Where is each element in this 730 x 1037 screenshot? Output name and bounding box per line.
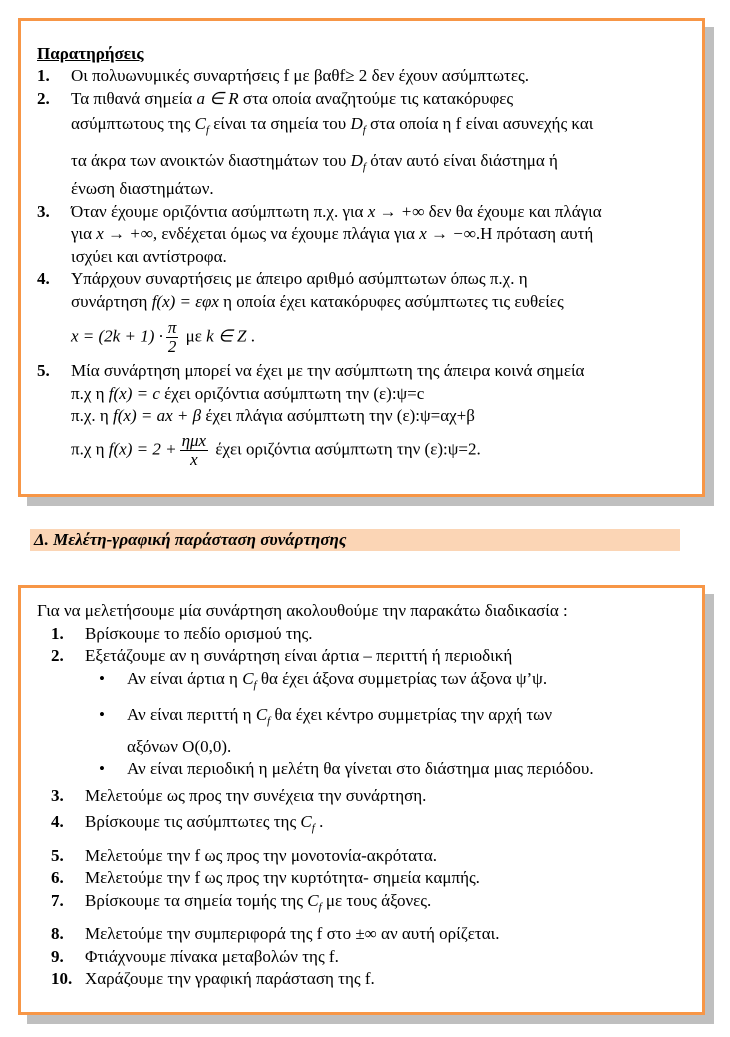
math-expr: x = (2k + 1) ·: [71, 326, 163, 346]
step-text: Βρίσκουμε τις ασύμπτωτες της: [85, 812, 301, 831]
remarks-box: [18, 18, 705, 497]
remark-number: 5.: [37, 361, 50, 380]
math-subscript: f: [267, 715, 271, 727]
remark-5: [37, 360, 688, 469]
fraction-numerator: ημx: [181, 430, 207, 450]
bullet-text: Αν είναι περιοδική η μελέτη θα γίνεται στο διάστημα μιας περιόδου.: [127, 759, 594, 778]
remark-text: είναι τα σημεία του: [209, 114, 351, 133]
step-text: Μελετούμε την f ως προς την κυρτότητα- σημεία καμπής.: [85, 868, 480, 887]
section-title: Δ. Μελέτη-γραφική παράσταση συνάρτησης: [30, 529, 680, 551]
step-text: Φτιάχνουμε πίνακα μεταβολών της f.: [85, 946, 339, 966]
remark-text: π.χ η: [71, 438, 109, 458]
step-text: Εξετάζουμε αν η συνάρτηση είναι άρτια – περιττή ή περιοδική: [85, 646, 513, 665]
step-text: .: [314, 812, 324, 831]
step-1: [37, 623, 688, 646]
step-text: Βρίσκουμε τα σημεία τομής της: [85, 890, 308, 910]
remark-text: τα άκρα των ανοικτών διαστημάτων του: [71, 150, 351, 170]
step-text: αν αυτή ορίζεται.: [376, 924, 500, 943]
step-9: [37, 946, 688, 969]
step-number: 10.: [51, 969, 73, 988]
math-expr: ±∞: [355, 924, 377, 943]
step-number: 6.: [51, 868, 64, 887]
fraction-denominator: x: [190, 449, 198, 469]
math-expr: ≥ 2: [345, 66, 368, 85]
remark-text: Υπάρχουν συναρτήσεις με άπειρο αριθμό ασύμπτωτων όπως π.χ. η: [71, 269, 528, 288]
step-7: [37, 890, 688, 919]
math-expr: D: [350, 150, 363, 170]
step-number: 4.: [51, 812, 64, 831]
remark-text: π.χ. η: [71, 406, 114, 425]
study-procedure-box: [18, 585, 705, 1015]
math-expr: f(x) = 2 +: [108, 438, 177, 458]
bullet-icon: •: [99, 668, 105, 688]
bullet-text: αξόνων Ο(0,0).: [127, 736, 232, 756]
step-text: Μελετούμε την συμπεριφορά της f στο: [85, 924, 356, 943]
step-8: [37, 923, 688, 946]
remark-number: 4.: [37, 269, 50, 288]
step-5: [37, 845, 688, 868]
step-number: 7.: [51, 890, 64, 910]
remark-text: για: [71, 224, 97, 243]
math-expr: C: [194, 114, 206, 133]
step-number: 1.: [51, 623, 64, 643]
procedure-intro: Για να μελετήσουμε μία συνάρτηση ακολουθούμε την παρακάτω διαδικασία :: [37, 601, 568, 620]
bullet-even: [37, 668, 688, 697]
remark-2: [37, 88, 688, 201]
step-number: 8.: [51, 924, 64, 943]
step-number: 3.: [51, 785, 64, 805]
remark-text: Οι πολυωνυμικές συναρτήσεις f με βαθf: [71, 66, 346, 85]
remark-number: 2.: [37, 88, 50, 108]
remark-number: 3.: [37, 201, 50, 221]
math-expr: x → +∞: [96, 224, 153, 243]
remark-text: έχει οριζόντια ασύμπτωτη την (ε):ψ=c: [159, 383, 425, 403]
bullet-periodic: [37, 758, 688, 781]
step-number: 5.: [51, 845, 64, 865]
math-subscript: f: [205, 124, 210, 136]
math-subscript: f: [318, 900, 322, 913]
remark-text: έχει οριζόντια ασύμπτωτη την (ε):ψ=2.: [211, 438, 481, 458]
bullet-text: θα έχει κέντρο συμμετρίας την αρχή των: [270, 705, 553, 724]
remark-text: π.χ η: [71, 383, 109, 403]
step-10: [37, 968, 688, 991]
math-subscript: f: [362, 160, 366, 173]
step-2: [37, 645, 688, 668]
math-expr: x → −∞: [419, 224, 476, 243]
remark-text: με: [181, 326, 207, 346]
remark-text: η οποία έχει κατακόρυφες ασύμπτωτες τις ευθείες: [218, 291, 564, 311]
math-subscript: f: [253, 678, 257, 691]
step-text: Μελετούμε ως προς την συνέχεια την συνάρτηση.: [85, 785, 427, 805]
math-expr: C: [242, 668, 254, 688]
step-6: [37, 867, 688, 890]
step-text: Χαράζουμε την γραφική παράσταση της f.: [85, 969, 375, 988]
step-number: 2.: [51, 646, 64, 665]
step-3: [37, 785, 688, 808]
remark-text: .: [246, 326, 255, 346]
bullet-icon: •: [99, 705, 105, 724]
math-expr: a ∈ R: [196, 88, 239, 108]
remark-number: 1.: [37, 66, 50, 85]
fraction-denominator: 2: [167, 337, 177, 356]
remark-4: [37, 268, 688, 356]
fraction-numerator: π: [167, 318, 177, 337]
math-expr: f(x) = c: [108, 383, 160, 403]
step-number: 9.: [51, 946, 64, 966]
remark-text: έχει πλάγια ασύμπτωτη την (ε):ψ=αχ+β: [201, 406, 475, 425]
remark-text: Τα πιθανά σημεία: [71, 88, 197, 108]
bullet-icon: •: [99, 759, 105, 778]
remark-text: .Η πρόταση αυτή: [475, 224, 594, 243]
step-text: με τους άξονες.: [321, 890, 432, 910]
remark-text: συνάρτηση: [71, 291, 152, 311]
math-expr: x → +∞: [367, 201, 425, 221]
remark-1: [37, 65, 688, 88]
math-subscript: f: [311, 822, 315, 834]
remarks-heading: Παρατηρήσεις: [37, 44, 144, 63]
bullet-text: θα έχει άξονα συμμετρίας των άξονα ψ’ψ.: [256, 668, 548, 688]
remark-text: Όταν έχουμε οριζόντια ασύμπτωτη π.χ. για: [71, 201, 368, 221]
fraction: [180, 432, 209, 469]
bullet-text: Αν είναι άρτια η: [127, 668, 243, 688]
remark-text: δεν έχουν ασύμπτωτες.: [367, 66, 529, 85]
remark-text: δεν θα έχουμε και πλάγια: [424, 201, 602, 221]
bullet-text: Αν είναι περιττή η: [127, 705, 256, 724]
remark-3: [37, 201, 688, 269]
math-expr: C: [300, 812, 312, 831]
remark-text: , ενδέχεται όμως να έχουμε πλάγια για: [152, 224, 420, 243]
step-text: Μελετούμε την f ως προς την μονοτονία-ακρότατα.: [85, 845, 437, 865]
math-expr: C: [307, 890, 319, 910]
math-expr: f(x) = ax + β: [113, 406, 202, 425]
math-expr: k ∈ Z: [206, 326, 247, 346]
remark-text: ισχύει και αντίστροφα.: [71, 246, 227, 266]
remark-text: ένωση διαστημάτων.: [71, 179, 214, 198]
math-expr: D: [350, 114, 363, 133]
remark-text: Μία συνάρτηση μπορεί να έχει με την ασύμπτωτη της άπειρα κοινά σημεία: [71, 361, 585, 380]
remark-text: όταν αυτό είναι διάστημα ή: [365, 150, 558, 170]
fraction: [166, 319, 179, 356]
step-4: [37, 811, 688, 840]
remark-text: ασύμπτωτους της: [71, 114, 195, 133]
remark-text: στα οποία η f είναι ασυνεχής και: [365, 114, 594, 133]
math-expr: f(x) = εφx: [151, 291, 219, 311]
math-subscript: f: [362, 124, 366, 136]
bullet-odd: [37, 704, 688, 758]
step-text: Βρίσκουμε το πεδίο ορισμού της.: [85, 623, 313, 643]
math-expr: C: [255, 705, 268, 724]
remark-text: στα οποία αναζητούμε τις κατακόρυφες: [238, 88, 514, 108]
